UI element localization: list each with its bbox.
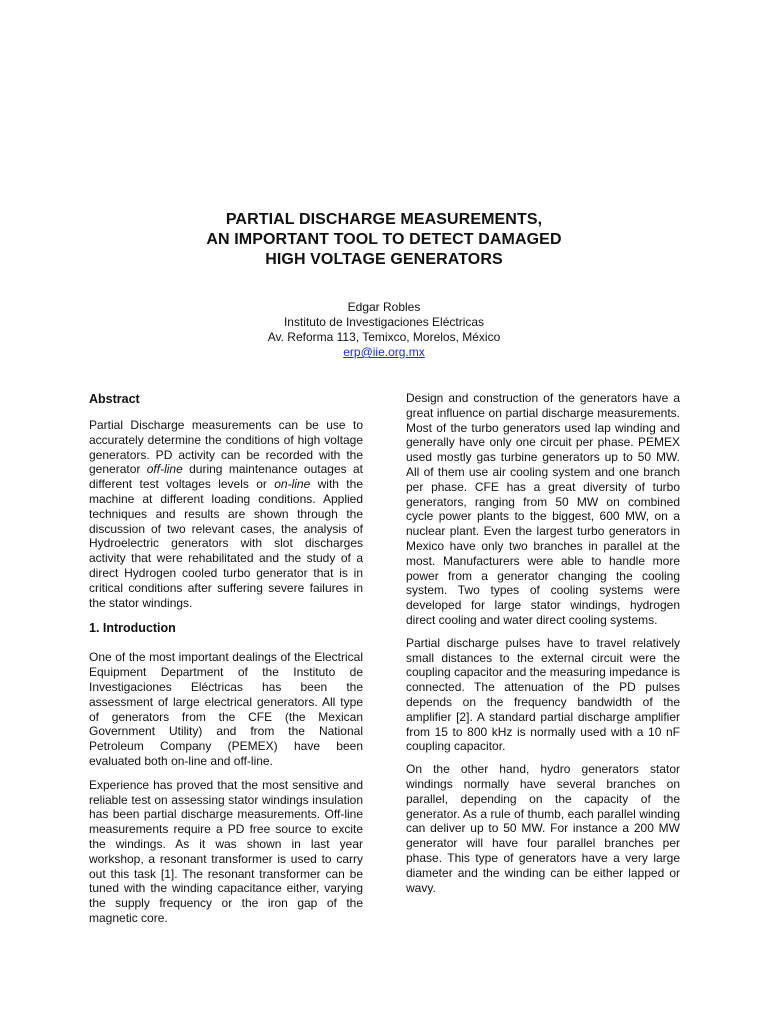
introduction-paragraph-1: One of the most important dealings of the Electrical Equipment Department of the Instituto de Investigaciones Eléctricas has been the assessment of large electrical generators. All type of generators from the CFE (the Mexican Government Utility) and from the National Petroleum Company (PEMEX) have been evaluated both on-line and off-line. — [89, 650, 363, 768]
author-address: Av. Reforma 113, Temixco, Morelos, México — [267, 330, 501, 344]
author-email-link[interactable]: erp@iie.org.mx — [343, 345, 425, 359]
right-paragraph-2: Partial discharge pulses have to travel relatively small distances to the external circuit were the coupling capacitor and the measuring impedance is connected. The attenuation of the PD pulses depends on the frequency bandwidth of the amplifier [2]. A standard partial discharge amplifier from 15 to 800 kHz is normally used with a 10 nF coupling capacitor. — [406, 635, 680, 754]
abstract-paragraph — [89, 418, 363, 610]
abstract-text-b: during maintenance outages at different test voltages levels or — [89, 462, 363, 492]
right-paragraph-1: Design and construction of the generators have a great influence on partial discharge measurements. Most of the turbo generators used lap winding and generally have only one circuit per phase. PEMEX used mostly gas turbine generators up to 50 MW. All of them use air cooling system and one branch per phase. CFE has a great diversity of turbo generators, ranging from 50 MW on combined cycle power plants to the biggest, 600 MW, on a nuclear plant. Even the largest turbo generators in Mexico have only two branches in parallel at the most. Manufacturers were able to handle more power from a generator changing the cooling system. Two types of cooling systems were developed for large stator windings, hydrogen direct cooling and water direct cooling systems. — [406, 391, 680, 627]
title-line-3: HIGH VOLTAGE GENERATORS — [265, 251, 503, 268]
introduction-paragraph-2: Experience has proved that the most sensitive and reliable test on assessing stator windings insulation has been partial discharge measurements. Off-line measurements require a PD free source to excite the windings. As it was shown in last year workshop, a resonant transformer is used to carry out this task [1]. The resonant transformer can be tuned with the winding capacitance either, varying the supply frequency or the iron gap of the magnetic core. — [89, 777, 363, 925]
abstract-emphasis-online: on-line — [274, 477, 311, 492]
title-line-2: AN IMPORTANT TOOL TO DETECT DAMAGED — [206, 231, 562, 248]
left-column — [89, 391, 363, 926]
author-block — [184, 300, 584, 360]
paper-title — [84, 210, 684, 270]
introduction-heading: 1. Introduction — [89, 621, 176, 636]
abstract-emphasis-offline: off-line — [146, 462, 183, 477]
abstract-heading: Abstract — [89, 392, 140, 406]
author-name: Edgar Robles — [347, 300, 421, 314]
abstract-text-a: Partial Discharge measurements can be use to accurately determine the conditions of high voltage generators. PD activity can be recorded with the generator — [89, 418, 363, 477]
abstract-text-c: with the machine at different loading conditions. Applied techniques and results are shown through the discussion of two relevant cases, the analysis of Hydroelectric generators with slot discharges activity that were rehabilitated and the study of a direct Hydrogen cooled turbo generator that is in critical conditions after suffering severe failures in the stator windings. — [89, 477, 363, 610]
right-column — [406, 391, 680, 895]
right-paragraph-3: On the other hand, hydro generators stator windings normally have several branches on parallel, depending on the capacity of the generator. As a rule of thumb, each parallel winding can deliver up to 50 MW. For instance a 200 MW generator will have four parallel branches per phase. This type of generators have a very large diameter and the winding can be either lapped or wavy. — [406, 762, 680, 895]
title-line-1: PARTIAL DISCHARGE MEASUREMENTS, — [225, 211, 543, 228]
author-institution: Instituto de Investigaciones Eléctricas — [283, 315, 485, 329]
